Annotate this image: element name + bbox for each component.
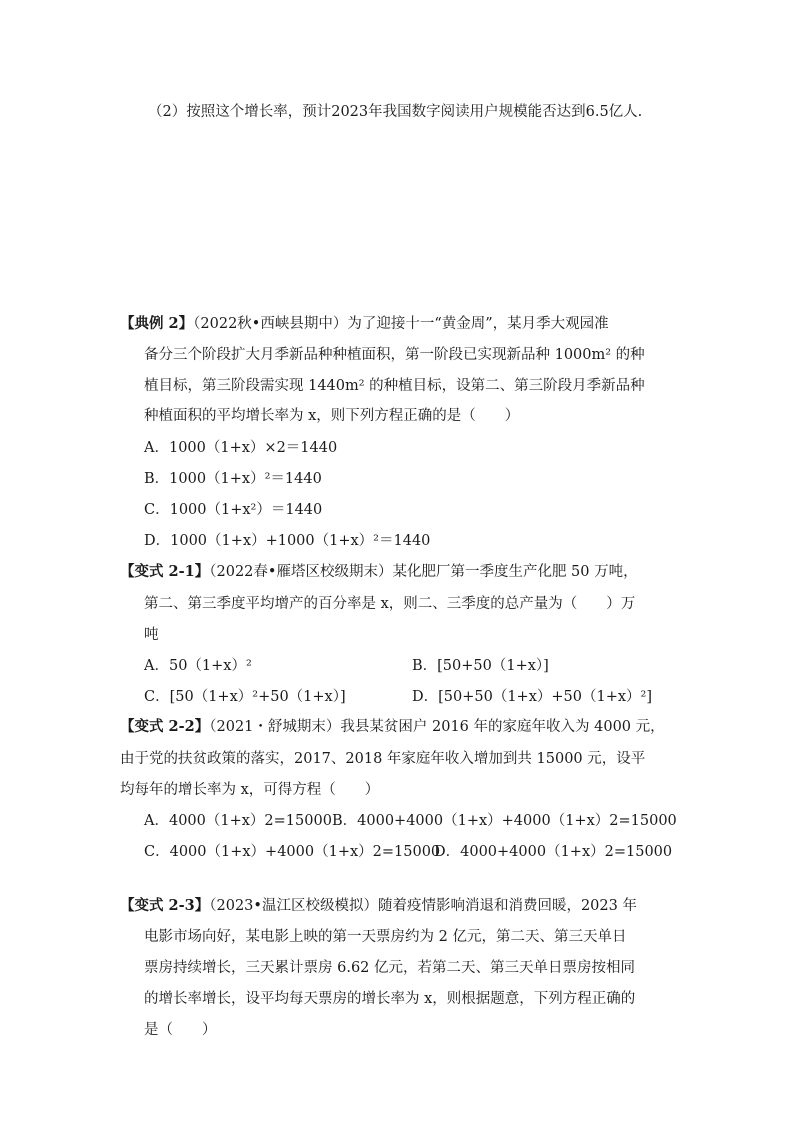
variation-2-3-line-4: 的增长率增长，设平均每天票房的增长率为 x，则根据题意，下列方程正确的	[144, 991, 636, 1007]
variation-2-1-line-1: 【变式 2-1】（2022春•雁塔区校级期末）某化肥厂第一季度生产化肥 50 万吨，	[120, 563, 638, 580]
variation-2-1-line-2: 第二、第三季度平均增产的百分率是 x，则二、三季度的总产量为（ ）万	[144, 596, 636, 612]
question-part-2: （2）按照这个增长率，预计2023年我国数字阅读用户规模能否达到6.5亿人.	[148, 104, 643, 120]
example-2-option-a: A．1000（1+x）×2＝1440	[144, 440, 338, 456]
variation-2-1-option-a: A．50（1+x）²	[144, 658, 252, 674]
variation-2-2-line-2: 由于党的扶贫政策的落实，2017、2018 年家庭年收入增加到共 15000 元，设平	[120, 751, 646, 767]
variation-2-3-tag: 【变式 2-3】	[120, 897, 210, 914]
variation-2-1-option-b: B．[50+50（1+x）]	[412, 658, 549, 674]
variation-2-1-option-c: C．[50（1+x）²+50（1+x）]	[144, 689, 346, 705]
variation-2-2-option-b: B．4000+4000（1+x）+4000（1+x）2=15000	[332, 813, 677, 829]
variation-2-2-option-d: D．4000+4000（1+x）2=15000	[434, 844, 673, 860]
example-2-option-b: B．1000（1+x）²＝1440	[144, 471, 322, 487]
variation-2-3-line-3: 票房持续增长，三天累计票房 6.62 亿元，若第二天、第三天单日票房按相同	[144, 960, 636, 976]
example-2-option-c: C．1000（1+x²）＝1440	[144, 502, 323, 518]
variation-2-2-option-c: C．4000（1+x）+4000（1+x）2=15000	[144, 844, 441, 860]
variation-2-2-line-3: 均每年的增长率为 x，可得方程（ ）	[120, 782, 380, 798]
example-2-line-4: 种植面积的平均增长率为 x，则下列方程正确的是（ ）	[144, 408, 520, 424]
example-2-line-1: 【典例 2】（2022秋•西峡县期中）为了迎接十一“黄金周”，某月季大观园准	[120, 315, 609, 332]
variation-2-1-option-d: D．[50+50（1+x）+50（1+x）²]	[412, 689, 653, 705]
example-2-line-3: 植目标，第三阶段需实现 1440m² 的种植目标，设第二、第三阶段月季新品种	[144, 378, 645, 394]
variation-2-1-tag: 【变式 2-1】	[120, 563, 210, 580]
example-2-tag: 【典例 2】	[120, 315, 194, 332]
variation-2-1-line-3: 吨	[144, 627, 159, 643]
variation-2-3-line-1: 【变式 2-3】（2023•温江区校级模拟）随着疫情影响消退和消费回暖，2023 年	[120, 897, 637, 914]
example-2-option-d: D．1000（1+x）+1000（1+x）²＝1440	[144, 533, 431, 549]
variation-2-2-tag: 【变式 2-2】	[120, 718, 210, 735]
variation-2-2-line-1: 【变式 2-2】（2021・舒城期末）我县某贫困户 2016 年的家庭年收入为 4000 元，	[120, 718, 665, 735]
variation-2-3-line-5: 是（ ）	[144, 1022, 217, 1038]
variation-2-3-line-2: 电影市场向好，某电影上映的第一天票房约为 2 亿元，第二天、第三天单日	[144, 929, 627, 945]
variation-2-2-option-a: A．4000（1+x）2=15000	[144, 813, 332, 829]
example-2-line-2: 备分三个阶段扩大月季新品种种植面积，第一阶段已实现新品种 1000m² 的种	[144, 347, 645, 363]
